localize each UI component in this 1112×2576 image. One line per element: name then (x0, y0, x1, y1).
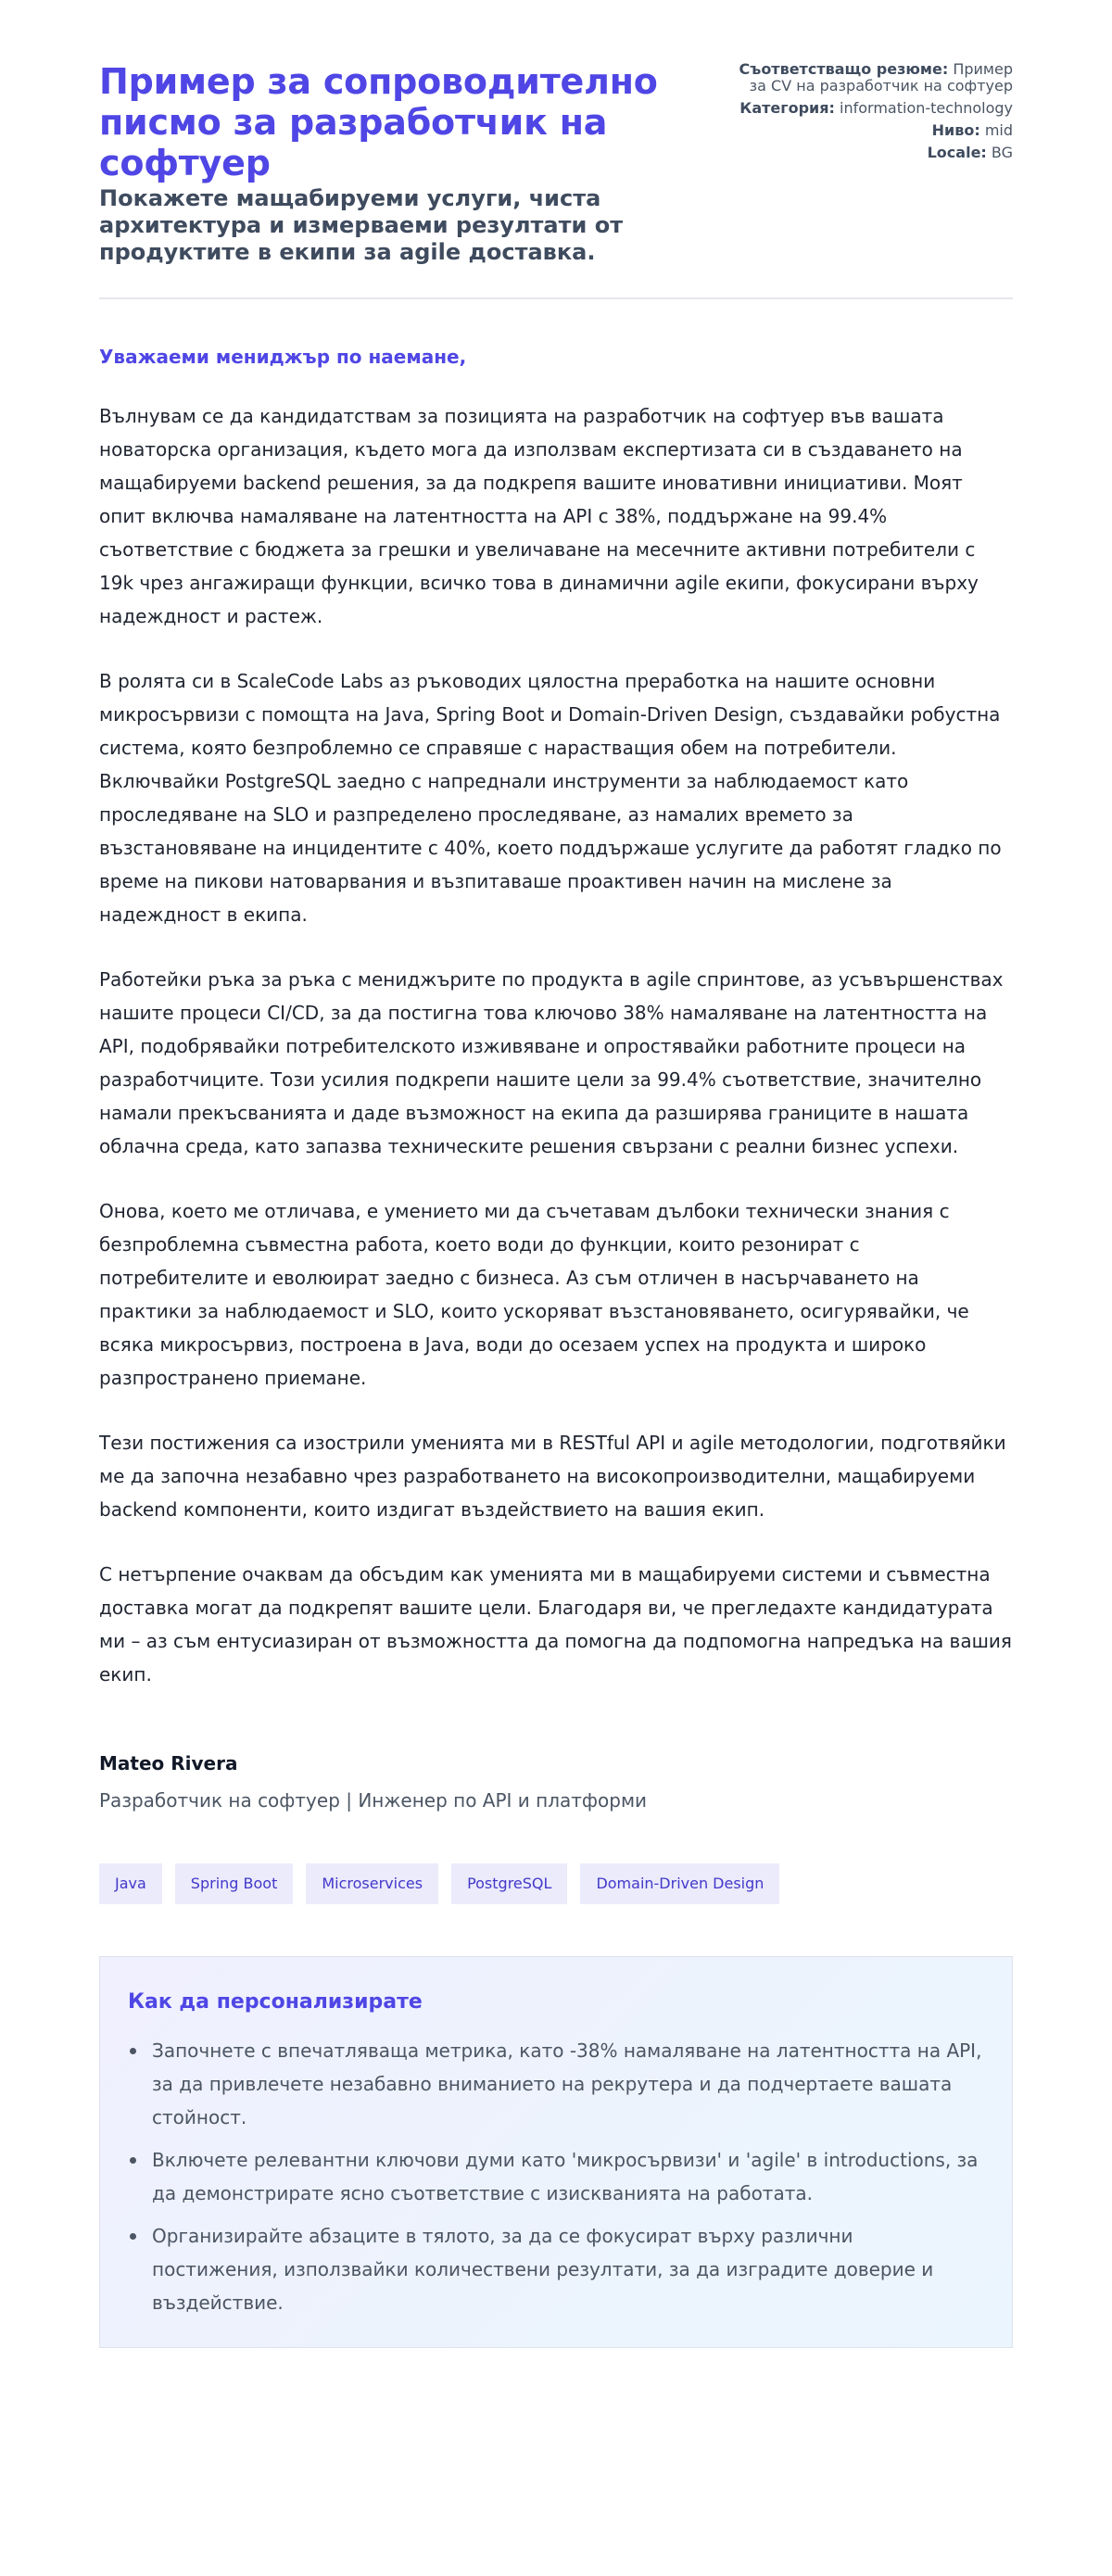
signature (99, 1752, 1013, 1812)
meta-category (735, 100, 1013, 117)
tips-item-text: Включете релевантни ключови думи като 'микросървизи' и 'agile' в introductions, за да демонстрирате ясно съответствие с изискванията на работата. (152, 2149, 979, 2204)
page-subtitle: Покажете мащабируеми услуги, чиста архитектура и измерваеми резултати от продуктите в екипи за agile доставка. (99, 185, 624, 265)
skill-tag-ddd: Domain-Driven Design (580, 1863, 779, 1904)
signature-title: Разработчик на софтуер | Инженер по API и платформи (99, 1789, 648, 1812)
body-paragraph-1: Вълнувам се да кандидатствам за позицията на разработчик на софтуер във вашата новаторска организация, където мога да използвам експертизата си в създаването на мащабируеми backend решения, за да подкрепя вашите иновативни инициативи. Моят опит включва намаляване на латентността на API с 38%, поддържане на 99.4% съответствие с бюджета за грешки и увеличаване на месечните активни потребители с 19k чрез ангажиращи функции, всичко това в динамични agile екипи, фокусирани върху надеждност и растеж. (99, 405, 979, 627)
skill-tag-spring-boot: Spring Boot (175, 1863, 294, 1904)
body-paragraph-3: Работейки ръка за ръка с мениджърите по продукта в agile спринтове, аз усъвършенствах нашите процеси CI/CD, за да постигна това ключово 38% намаляване на латентността на API, подобрявайки потребителското изживяване и опростявайки работните процеси на разработчиците. Този усилия подкрепи нашите цели за 99.4% съответствие, значително намали прекъсванията и даде възможност на екипа да разширява границите в нашата облачна среда, като запазва техническите решения свързани с реални бизнес успехи. (99, 968, 1004, 1157)
skill-tags (99, 1863, 1013, 1904)
customization-tips-card (99, 1956, 1013, 2348)
title-block (99, 61, 692, 266)
meta-resume-value: Пример за CV на разработчик на софтуер (749, 60, 1013, 95)
meta-resume-label: Съответстващо резюме: (739, 60, 949, 78)
tips-item (128, 2219, 984, 2319)
tips-item (128, 2034, 984, 2134)
meta-category-label: Категория: (739, 99, 835, 117)
tips-item (128, 2143, 984, 2210)
meta-locale-label: Locale: (927, 144, 987, 161)
meta-level (735, 122, 1013, 139)
body-paragraph-6: С нетърпение очаквам да обсъдим как уменията ми в мащабируеми системи и съвместна доставка могат да подкрепят вашите цели. Благодаря ви, че прегледахте кандидатурата ми – аз съм ентусиазиран от възможността да помогна да подпомогна напредъка на вашия екип. (99, 1563, 1012, 1686)
meta-category-value: information-technology (840, 99, 1013, 117)
skill-tag-java: Java (99, 1863, 162, 1904)
meta-level-value: mid (984, 121, 1013, 139)
body-paragraph-2: В ролята си в ScaleCode Labs аз ръководих цялостна преработка на нашите основни микросървизи с помощта на Java, Spring Boot и Domain-Driven Design, създавайки робустна система, която безпроблемно се справяше с нарастващия обем на потребители. Включвайки PostgreSQL заедно с напреднали инструменти за наблюдаемост като проследяване на SLO и разпределено проследяване, аз намалих времето за възстановяване на инцидентите с 40%, което поддържаше услугите да работят гладко по време на пикови натоварвания и възпитаваше проактивен начин на мислене за надеждност в екипа. (99, 670, 1002, 926)
salutation: Уважаеми мениджър по наемане, (99, 346, 467, 368)
skill-tag-postgresql: PostgreSQL (451, 1863, 567, 1904)
tips-item-text: Организирайте абзаците в тялото, за да се фокусират върху различни постижения, използвайки количествени резултати, за да изградите доверие и въздействие. (152, 2225, 934, 2314)
tips-item-text: Започнете с впечатляваща метрика, като -38% намаляване на латентността на API, за да привлечете незабавно вниманието на рекрутера и да подчертаете вашата стойност. (152, 2039, 982, 2128)
tips-list (128, 2034, 984, 2319)
page-header (99, 61, 1013, 299)
meta-locale (735, 145, 1013, 161)
tips-title: Как да персонализирате (128, 1990, 423, 2014)
skill-tag-microservices: Microservices (306, 1863, 438, 1904)
letter-body (99, 346, 1013, 1691)
meta-resume (735, 61, 1013, 95)
bullet-icon (130, 2233, 136, 2240)
bullet-icon (130, 2157, 136, 2164)
signature-name: Mateo Rivera (99, 1752, 238, 1774)
body-paragraph-5: Тези постижения са изострили уменията ми в RESTful API и agile методологии, подготвяйки ме да започна незабавно чрез разработването на високопроизводителни, мащабируеми backend компоненти, които издигат въздействието на вашия екип. (99, 1432, 1006, 1521)
meta-locale-value: BG (991, 144, 1013, 161)
bullet-icon (130, 2048, 136, 2054)
meta-panel (735, 61, 1013, 167)
meta-level-label: Ниво: (931, 121, 980, 139)
body-paragraph-4: Онова, което ме отличава, е умението ми да съчетавам дълбоки технически знания с безпроблемна съвместна работа, което води до функции, които резонират с потребителите и еволюират заедно с бизнеса. Аз съм отличен в насърчаването на практики за наблюдаемост и SLO, които ускоряват възстановяването, осигурявайки, че всяка микросървиз, построена в Java, води до осезаем успех на продукта и широко разпространено приемане. (99, 1200, 969, 1389)
page-title: Пример за сопроводително писмо за разработчик на софтуер (99, 61, 658, 183)
